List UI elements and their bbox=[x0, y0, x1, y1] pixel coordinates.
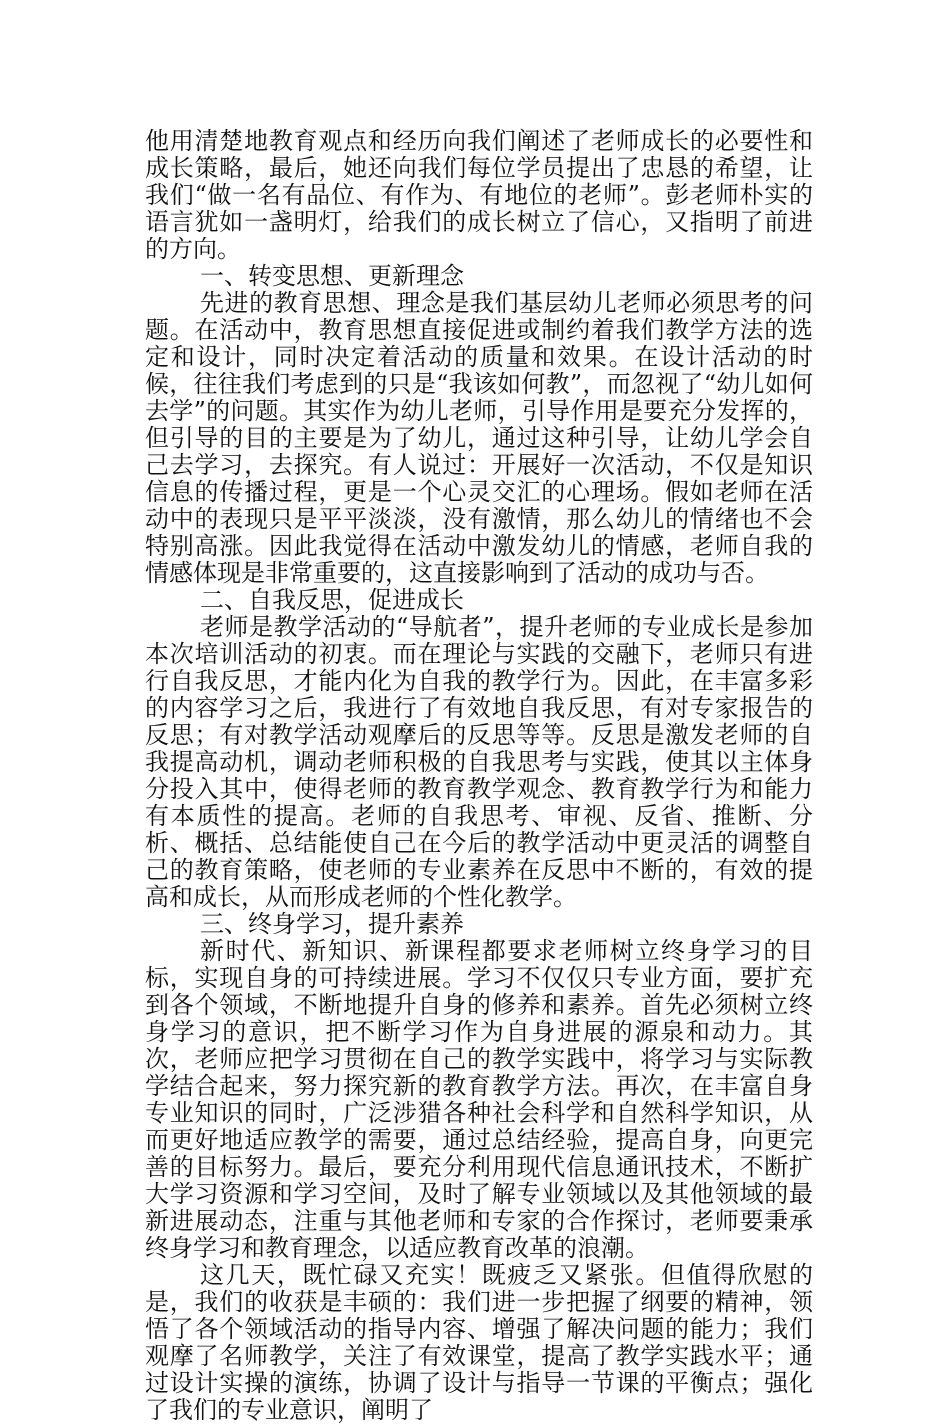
section-heading-1: 一、转变思想、更新理念 bbox=[200, 262, 464, 290]
body-paragraph: 他用清楚地教育观点和经历向我们阐述了老师成长的必要性和成长策略，最后，她还向我们每位学员提出了忠恳的希望，让我们“做一名有品位、有作为、有地位的老师”。彭老师朴实的语言犹如一盏明灯，给我们的成长树立了信心，又指明了前进的方向。 bbox=[145, 127, 813, 263]
body-paragraph: 这几天，既忙碌又充实！既疲乏又紧张。但值得欣慰的是，我们的收获是丰硕的：我们进一步把握了纲要的精神，领悟了各个领域活动的指导内容、增强了解决问题的能力；我们观摩了名师教学，关注了有效课堂，提高了教学实践水平；通过设计实操的演练，协调了设计与指导一节课的平衡点；强化了我们的专业意识，阐明了 bbox=[145, 1261, 813, 1424]
body-paragraph: 老师是教学活动的“导航者”，提升老师的专业成长是参加本次培训活动的初衷。而在理论与实践的交融下，老师只有进行自我反思，才能内化为自我的教学行为。因此，在丰富多彩的内容学习之后，我进行了有效地自我反思，有对专家报告的反思；有对教学活动观摩后的反思等等。反思是激发老师的自我提高动机，调动老师积极的自我思考与实践，使其以主体身分投入其中，使得老师的教育教学观念、教育教学行为和能力有本质性的提高。老师的自我思考、审视、反省、推断、分析、概括、总结能使自己在今后的教学活动中更灵活的调整自己的教育策略，使老师的专业素养在反思中不断的，有效的提高和成长，从而形成老师的个性化教学。 bbox=[145, 613, 813, 911]
body-paragraph: 新时代、新知识、新课程都要求老师树立终身学习的目标，实现自身的可持续进展。学习不仅仅只专业方面，要扩充到各个领域，不断地提升自身的修养和素养。首先必须树立终身学习的意识，把不断学习作为自身进展的源泉和动力。其次，老师应把学习贯彻在自己的教学实践中，将学习与实际教学结合起来，努力探究新的教育教学方法。再次，在丰富自身专业知识的同时，广泛涉猎各种社会科学和自然科学知识，从而更好地适应教学的需要，通过总结经验，提高自身，向更完善的目标努力。最后，要充分利用现代信息通讯技术，不断扩大学习资源和学习空间，及时了解专业领域以及其他领域的最新进展动态，注重与其他老师和专家的合作探讨，老师要秉承终身学习和教育理念，以适应教育改革的浪潮。 bbox=[145, 937, 813, 1262]
section-heading-3: 三、终身学习，提升素养 bbox=[200, 910, 464, 938]
document-page bbox=[145, 128, 813, 1424]
body-paragraph: 先进的教育思想、理念是我们基层幼儿老师必须思考的问题。在活动中，教育思想直接促进或制约着我们教学方法的选定和设计，同时决定着活动的质量和效果。在设计活动的时候，往往我们考虑到的只是“我该如何教”，而忽视了“幼儿如何去学”的问题。其实作为幼儿老师，引导作用是要充分发挥的，但引导的目的主要是为了幼儿，通过这种引导，让幼儿学会自己去学习，去探究。有人说过：开展好一次活动，不仅是知识信息的传播过程，更是一个心灵交汇的心理场。假如老师在活动中的表现只是平平淡淡，没有激情，那么幼儿的情绪也不会特别高涨。因此我觉得在活动中激发幼儿的情感，老师自我的情感体现是非常重要的，这直接影响到了活动的成功与否。 bbox=[145, 289, 813, 587]
section-heading-2: 二、自我反思，促进成长 bbox=[200, 586, 464, 614]
